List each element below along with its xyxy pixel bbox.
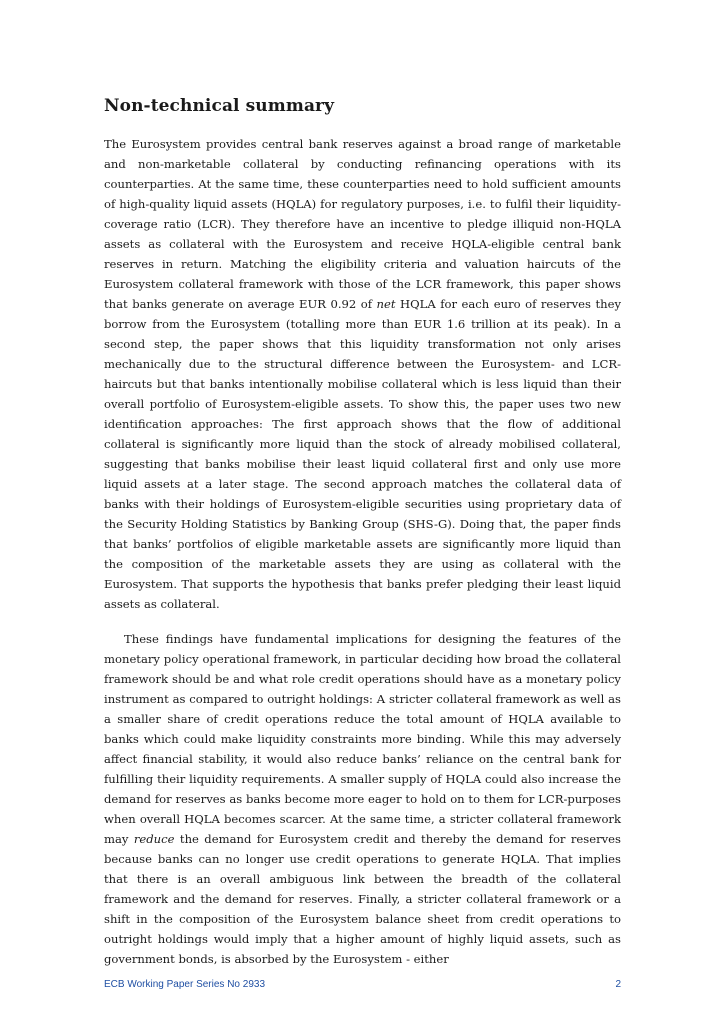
paragraph-1-rest: HQLA for each euro of reserves they borrow from the Eurosystem (totalling more than EUR 1.6 trillion at its peak). In a second step, the paper shows that this liquidity transformation not only arises mechanically due to the structural difference between the Eurosystem- and LCR-haircuts but that banks intentionally mobilise collateral which is less liquid than their overall portfolio of Eurosystem-eligible assets. To show this, the paper uses two new identification approaches: The first approach shows that the flow of additional collateral is significantly more liquid than the stock of already mobilised collateral, suggesting that banks mobilise their least liquid collateral first and only use more liquid assets at a later stage. The second approach matches the collateral data of banks with their holdings of Eurosystem-eligible securities using proprietary data of the Security Holding Statistics by Banking Group (SHS-G). Doing that, the paper finds that banks’ portfolios of eligible marketable assets are significantly more liquid than the composition of the marketable assets they are using as collateral with the Eurosystem. That supports the hypothesis that banks prefer pledging their least liquid assets as collateral. — [104, 297, 621, 611]
footer-series-label: ECB Working Paper Series No 2933 — [104, 979, 266, 990]
page-body — [104, 96, 621, 969]
paragraph-1-emphasis: net — [376, 297, 396, 311]
paragraph-2-rest: the demand for Eurosystem credit and thereby the demand for reserves because banks can no longer use credit operations to generate HQLA. That implies that there is an overall ambiguous link between the breadth of the collateral framework and the demand for reserves. Finally, a stricter collateral framework or a shift in the composition of the Eurosystem balance sheet from credit operations to outright holdings would imply that a higher amount of highly liquid assets, such as government bonds, is absorbed by the Eurosystem - either — [104, 832, 621, 966]
paragraph-2-emphasis: reduce — [133, 832, 175, 846]
page-footer — [104, 979, 621, 993]
paragraph-1-lead: The Eurosystem provides central bank reserves against a broad range of marketable and non-marketable collateral by conducting refinancing operations with its counterparties. At the same time, these counterparties need to hold sufficient amounts of high-quality liquid assets (HQLA) for regulatory purposes, i.e. to fulfil their liquidity-coverage ratio (LCR). They therefore have an incentive to pledge illiquid non-HQLA assets as collateral with the Eurosystem and receive HQLA-eligible central bank reserves in return. Matching the eligibility criteria and valuation haircuts of the Eurosystem collateral framework with those of the LCR framework, this paper shows that banks generate on average EUR 0.92 of — [104, 137, 621, 311]
section-title: Non-technical summary — [104, 96, 335, 116]
paragraph-2-lead: These findings have fundamental implications for designing the features of the monetary policy operational framework, in particular deciding how broad the collateral framework should be and what role credit operations should have as a monetary policy instrument as compared to outright holdings: A stricter collateral framework as well as a smaller share of credit operations reduce the total amount of HQLA available to banks which could make liquidity constraints more binding. While this may adversely affect financial stability, it would also reduce banks’ reliance on the central bank for fulfilling their liquidity requirements. A smaller supply of HQLA could also increase the demand for reserves as banks become more eager to hold on to them for LCR-purposes when overall HQLA becomes scarcer. At the same time, a stricter collateral framework may — [104, 632, 621, 846]
summary-paragraph-1 — [104, 134, 621, 614]
summary-paragraph-2 — [104, 629, 621, 969]
footer-page-number: 2 — [615, 979, 621, 990]
